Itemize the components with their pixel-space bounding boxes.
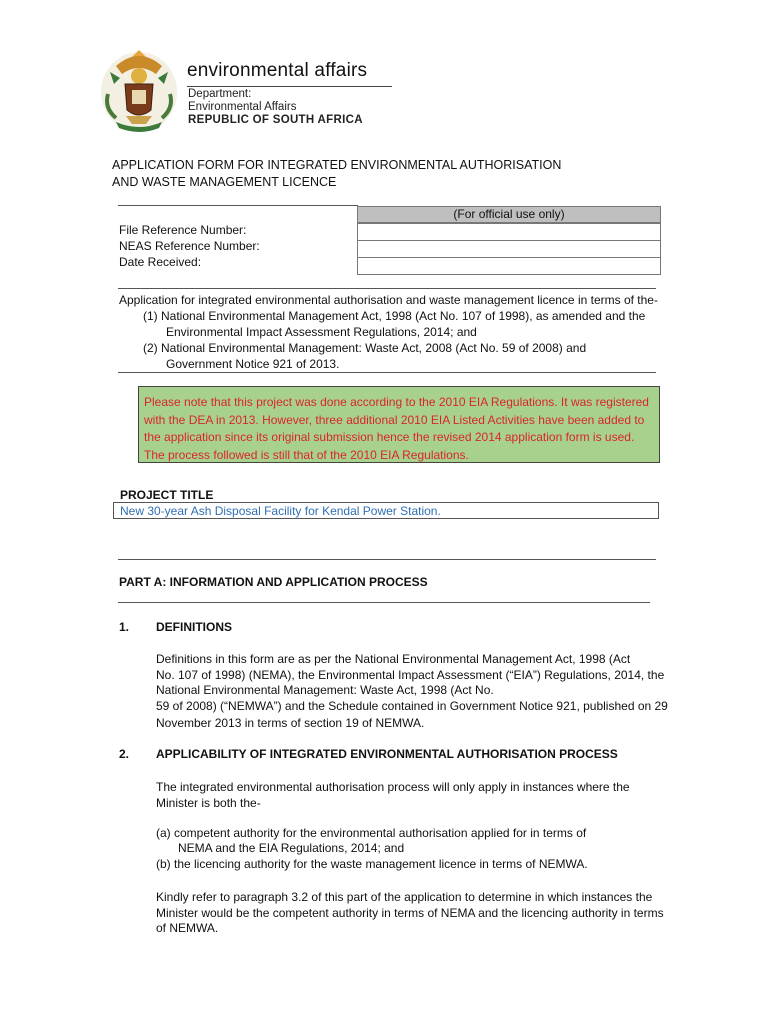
file-reference-label: File Reference Number:	[119, 223, 247, 237]
applicability-item-b: (b) the licencing authority for the waste management licence in terms of NEMWA.	[156, 857, 588, 871]
official-use-divider	[118, 205, 358, 206]
department-label: Department:	[188, 88, 252, 100]
note-line: The process followed is still that of the 2010 EIA Regulations.	[144, 447, 469, 462]
part-a-top-divider	[118, 559, 656, 560]
definitions-text: Definitions in this form are as per the National Environmental Management Act, 1998 (Act	[156, 652, 631, 666]
file-reference-input[interactable]	[357, 223, 661, 241]
refer-text: Kindly refer to paragraph 3.2 of this part of the application to determine in which instances the	[156, 890, 653, 904]
department-subname: Environmental Affairs	[188, 101, 297, 113]
department-name: environmental affairs	[187, 60, 368, 81]
neas-reference-label: NEAS Reference Number:	[119, 239, 260, 253]
project-note-box	[138, 386, 660, 463]
section-2-number: 2.	[119, 747, 130, 761]
definitions-text: 59 of 2008) (“NEMWA”) and the Schedule contained in Government Notice 921, published on 29	[156, 699, 668, 713]
section-1-title: DEFINITIONS	[156, 620, 233, 634]
applicability-item-a-cont: NEMA and the EIA Regulations, 2014; and	[178, 841, 405, 855]
project-title-field[interactable]: New 30-year Ash Disposal Facility for Kendal Power Station.	[113, 502, 659, 519]
intro-text: Application for integrated environmental authorisation and waste management licence in terms of the-	[119, 293, 658, 307]
part-a-bottom-divider	[118, 602, 650, 603]
project-title-label: PROJECT TITLE	[120, 488, 214, 502]
note-line: Please note that this project was done according to the 2010 EIA Regulations. It was registered	[144, 395, 649, 409]
neas-reference-input[interactable]	[357, 240, 661, 258]
date-received-input[interactable]	[357, 257, 661, 275]
form-title-line1: APPLICATION FORM FOR INTEGRATED ENVIRONMENTAL AUTHORISATION	[112, 158, 562, 172]
coat-of-arms-icon	[96, 44, 182, 136]
header-divider	[187, 86, 392, 87]
refer-text: of NEMWA.	[156, 921, 219, 935]
note-line: with the DEA in 2013. However, three additional 2010 EIA Listed Activities have been added to	[144, 412, 645, 427]
note-line: the application since its original submission hence the revised 2014 application form is used.	[144, 430, 635, 444]
form-title-line2: AND WASTE MANAGEMENT LICENCE	[112, 175, 337, 189]
date-received-label: Date Received:	[119, 255, 202, 269]
country-name: REPUBLIC OF SOUTH AFRICA	[188, 114, 363, 126]
definitions-text: November 2013 in terms of section 19 of NEMWA.	[156, 716, 425, 730]
definitions-text: National Environmental Management: Waste Act, 1998 (Act No.	[156, 683, 494, 697]
refer-text: Minister would be the competent authority in terms of NEMA and the licencing authority in terms	[156, 906, 664, 920]
part-a-heading: PART A: INFORMATION AND APPLICATION PROCESS	[119, 575, 428, 589]
definitions-text: No. 107 of 1998) (NEMA), the Environmental Impact Assessment (“EIA”) Regulations, 2014, the	[156, 668, 665, 682]
act-item-1-cont: Environmental Impact Assessment Regulations, 2014; and	[166, 325, 477, 339]
act-item-2: (2) National Environmental Management: Waste Act, 2008 (Act No. 59 of 2008) and	[143, 341, 587, 355]
applicability-text: Minister is both the-	[156, 796, 261, 810]
section-divider-2	[118, 372, 656, 373]
section-2-title: APPLICABILITY OF INTEGRATED ENVIRONMENTAL AUTHORISATION PROCESS	[156, 747, 618, 761]
act-item-1: (1) National Environmental Management Act, 1998 (Act No. 107 of 1998), as amended and the	[143, 309, 646, 323]
section-divider	[118, 288, 656, 289]
section-1-number: 1.	[119, 620, 130, 634]
official-use-header: (For official use only)	[357, 206, 661, 223]
applicability-item-a: (a) competent authority for the environmental authorisation applied for in terms of	[156, 826, 587, 840]
act-item-2-cont: Government Notice 921 of 2013.	[166, 357, 340, 371]
applicability-text: The integrated environmental authorisation process will only apply in instances where the	[156, 780, 630, 794]
